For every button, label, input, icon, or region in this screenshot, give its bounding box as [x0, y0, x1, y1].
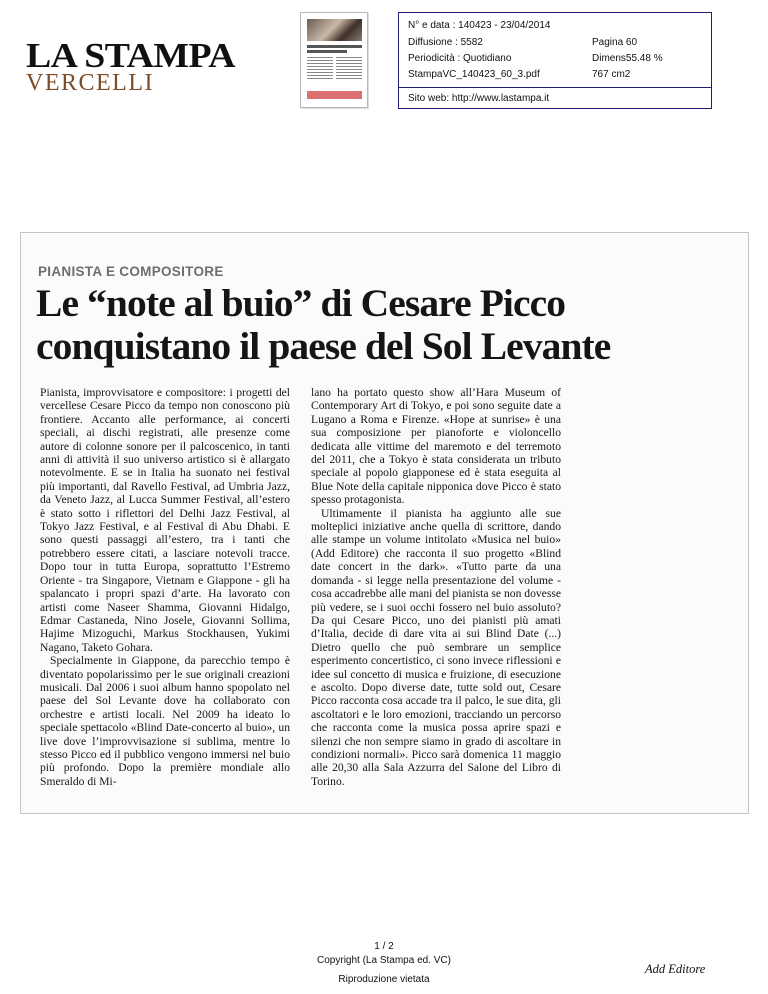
info-circulation: Diffusione : 5582 [408, 37, 483, 48]
info-periodicity: Periodicità : Quotidiano [408, 53, 512, 64]
clipping-info-box [398, 12, 712, 109]
publisher-name: Add Editore [645, 962, 706, 976]
article-column-1 [40, 386, 290, 788]
paragraph: Specialmente in Giappone, da parecchio tempo è diventato popolarissimo per le sue originali creazioni musicali. Dal 2006 i suoi album hanno spopolato nel paese del Sol Levante dove ha collaborato con orchestre e artisti locali. Nel 2009 ha ideato lo speciale spettacolo «Blind Date-concerto al buio», un live dove l’improvvisazione si sublima, mentre lo stesso Picco ed il pubblico vengono immersi nel buio più profondo. Dopo la première mondiale allo Smeraldo di Mi- [40, 654, 290, 788]
footer-page-number: 1 / 2 [374, 941, 394, 952]
info-page: Pagina 60 [592, 37, 638, 48]
paragraph: Ultimamente il pianista ha aggiunto alle sue molteplici iniziative anche quella di scrittore, dando alle stampe un volume intitolato «Musica nel buio» (Add Editore) che racconta il suo progetto «Blind date concert in the dark». «Tutto parte da una domanda - si legge nella presentazione del volume - cosa accadrebbe alle mani del pianista se non dovesse più vedere, se i suoi occhi fossero nel buio assoluto? Da qui Cesare Picco, uno dei pianisti più amati d’Italia, decide di dare vita ai sui Blind Date (...) Dietro quello che può sembrare un semplice esperimento concertistico, ci sono invece riflessioni e idee sul concetto di musica e fruizione, di esecuzione e ascolto. Dopo diverse date, tutte sold out, Cesare Picco racconta cosa accade tra il palco, le sue dita, gli ascoltatori e le loro emozioni, tracciando un percorso che racconta come la musica possa aprire spazi e silenzi che non sempre siamo in grado di ascoltare in condizioni normali». Picco sarà domenica 11 maggio alle 20,30 alla Sala Azzurra del Salone del Libro di Torino. [311, 506, 561, 788]
article-kicker: PIANISTA E COMPOSITORE [38, 264, 224, 279]
headline-line-1: Le “note al buio” di Cesare Picco [36, 281, 566, 325]
masthead-name: LA STAMPA [26, 36, 236, 75]
info-size-pct: Dimens55.48 % [592, 53, 663, 64]
headline-line-2: conquistano il paese del Sol Levante [36, 324, 611, 368]
article-headline [36, 282, 736, 368]
masthead-logo [26, 36, 236, 96]
footer-copyright: Copyright (La Stampa ed. VC) [317, 955, 451, 966]
info-size-cm: 767 cm2 [592, 69, 631, 80]
info-number-date: N° e data : 140423 - 23/04/2014 [408, 20, 551, 31]
article-column-2 [311, 386, 561, 788]
paragraph: lano ha portato questo show all’Hara Museum of Contemporary Art di Tokyo, e poi sono seguite date a Lugano a Roma e Firenze. «Hope at sunrise» è una sua composizione per pianoforte e violoncello dedicata alle vittime del maremoto e del terremoto del 2011, che a Tokyo è stata considerata un tributo speciale al popolo giapponese ed è stata eseguita al Blue Note della capitale nipponica dove Picco è stato spesso protagonista. [311, 386, 561, 507]
thumbnail-photo [307, 19, 362, 41]
page-thumbnail [300, 12, 368, 108]
info-file: StampaVC_140423_60_3.pdf [408, 69, 540, 80]
paragraph: Pianista, improvvisatore e compositore: i progetti del vercellese Cesare Picco da tempo non conoscono più frontiere. Accanto alle performance, ai concerti speciali, ai dischi registrati, alle presenze come autore di colonne sonore per il palcoscenico, in tanti anni di attività il suo universo artistico si è allargato notevolmente. E se in Italia ha suonato nei festival più importanti, dal Ravello Festival, ad Umbria Jazz, da Veneto Jazz, al Lucca Summer Festival, all’estero è stato sotto i riflettori del Delhi Jazz Festival, al Tokyo Jazz Festival, e al Festival di Abu Dhabi. E sono questi passaggi all’estero, tra i tanti che potrebbero essere citati, a lasciare notevoli tracce. Dopo tour in tutta Europa, soprattutto l’Estremo Oriente - tra Singapore, Vietnam e Giappone - gli ha spalancato i propri spazi d’arte. Ha lavorato con artisti come Naseer Shamma, Giovanni Hidalgo, Edmar Castaneda, Nino Josele, Giovanni Sollima, Hajime Mizoguchi, Markus Stockhausen, Yukimi Nagano, Taketo Gohara. [40, 386, 290, 654]
footer-reproduction: Riproduzione vietata [338, 974, 430, 985]
masthead-city: VERCELLI [26, 70, 154, 96]
info-website: Sito web: http://www.lastampa.it [408, 93, 550, 104]
info-separator [399, 87, 711, 88]
